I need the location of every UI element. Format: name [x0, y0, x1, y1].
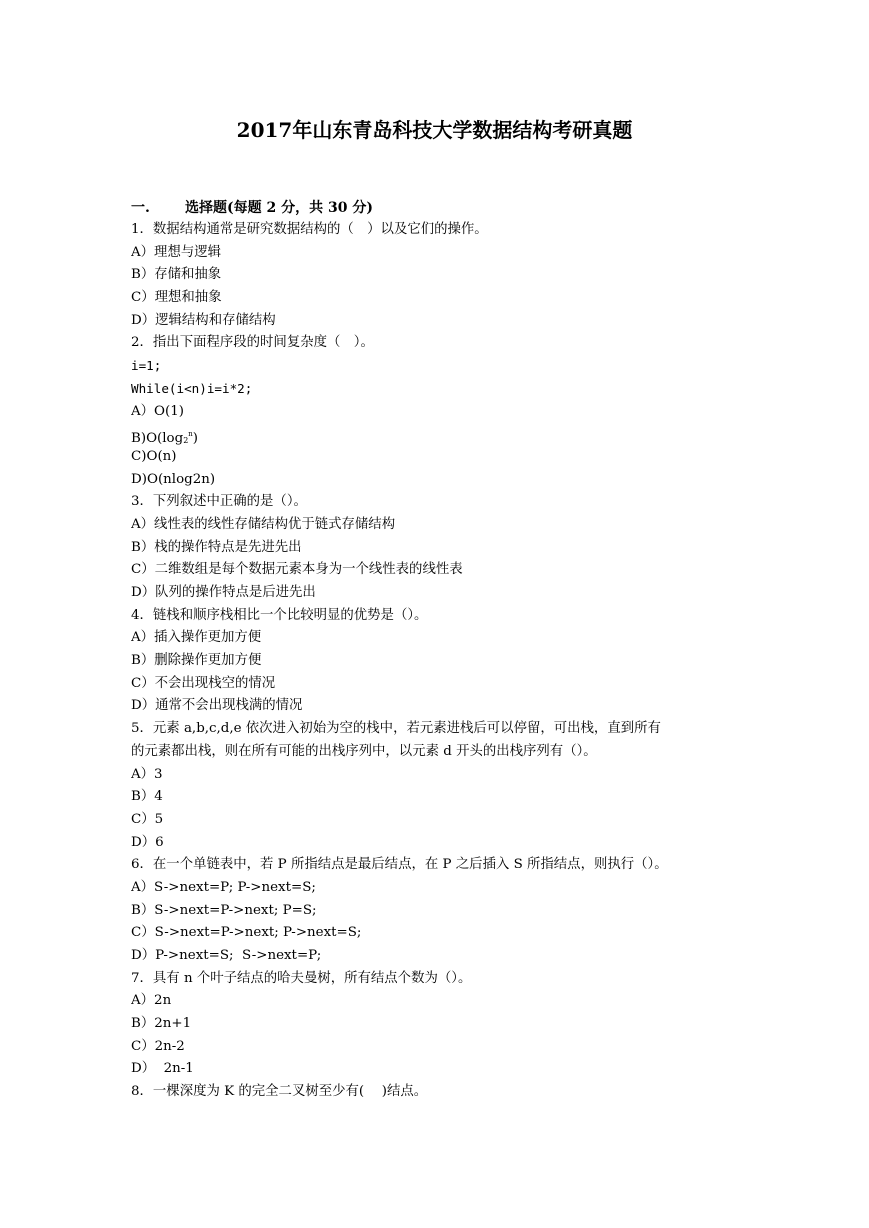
option-a: A）插入操作更加方便 — [131, 630, 262, 646]
option-c: C）理想和抽象 — [131, 290, 222, 306]
option-c: C）S->next=P->next; P->next=S; — [131, 925, 362, 941]
code-line: i=1; — [131, 358, 162, 374]
log-close: ) — [192, 431, 199, 446]
question-8: 8．一棵深度为 K 的完全二叉树至少有( )结点。 — [131, 1084, 428, 1100]
question-1: 1．数据结构通常是研究数据结构的（ ）以及它们的操作。 — [131, 222, 488, 237]
option-d: D）队列的操作特点是后进先出 — [131, 585, 316, 600]
option-d: D）P->next=S; S->next=P; — [131, 948, 322, 963]
option-a: A）线性表的线性存储结构优于链式存储结构 — [131, 516, 396, 532]
question-2: 2．指出下面程序段的时间复杂度（ ）。 — [131, 335, 374, 351]
section-heading — [131, 197, 373, 219]
option-d: D)O(nlog2n) — [131, 471, 216, 487]
option-a: A）理想与逻辑 — [131, 244, 222, 260]
option-c: C）5 — [131, 811, 164, 827]
option-b-text: B)O(log — [131, 431, 184, 446]
option-b: B）删除操作更加方便 — [131, 653, 262, 669]
option-c: C）2n-2 — [131, 1038, 185, 1054]
option-a: A）S->next=P; P->next=S; — [131, 879, 316, 895]
option-b: B）S->next=P->next; P=S; — [131, 902, 317, 918]
option-d: D）6 — [131, 834, 164, 850]
question-7: 7．具有 n 个叶子结点的哈夫曼树，所有结点个数为（）。 — [131, 970, 472, 986]
question-6: 6．在一个单链表中，若 P 所指结点是最后结点，在 P 之后插入 S 所指结点，则执行（）。 — [131, 857, 668, 873]
question-4: 4．链栈和顺序栈相比一个比较明显的优势是（）。 — [131, 607, 428, 623]
option-d: D）逻辑结构和存储结构 — [131, 312, 276, 328]
question-list — [131, 219, 751, 1104]
question-3: 3．下列叙述中正确的是（）。 — [131, 494, 307, 510]
log-subscript: 2 — [183, 436, 189, 446]
section-title: 选择题(每题 2 分，共 30 分) — [185, 200, 373, 216]
option-b: B）4 — [131, 789, 163, 805]
option-b: B）栈的操作特点是先进先出 — [131, 539, 302, 555]
option-a: A）2n — [131, 993, 172, 1009]
option-c: C）不会出现栈空的情况 — [131, 675, 276, 691]
option-d: D）通常不会出现栈满的情况 — [131, 698, 303, 714]
option-a: A）3 — [131, 766, 163, 782]
option-c: C）二维数组是每个数据元素本身为一个线性表的线性表 — [131, 562, 463, 578]
question-5: 5．元素 a,b,c,d,e 依次进入初始为空的栈中，若元素进栈后可以停留，可出栈，直到所有 — [131, 721, 661, 737]
section-number: 一. — [131, 200, 150, 216]
option-c: C)O(n) — [131, 448, 177, 464]
code-line: While(i<n)i=i*2; — [131, 380, 253, 396]
log-superscript: n — [188, 430, 193, 439]
page-title: 2017年山东青岛科技大学数据结构考研真题 — [236, 118, 633, 142]
option-d: D） 2n-1 — [131, 1061, 194, 1077]
option-b: B）存储和抽象 — [131, 267, 222, 283]
option-a: A）O(1) — [131, 403, 185, 419]
option-b — [131, 423, 751, 446]
option-b: B）2n+1 — [131, 1016, 192, 1032]
question-5-continued: 的元素都出栈，则在所有可能的出栈序列中，以元素 d 开头的出栈序列有（）。 — [131, 743, 597, 759]
